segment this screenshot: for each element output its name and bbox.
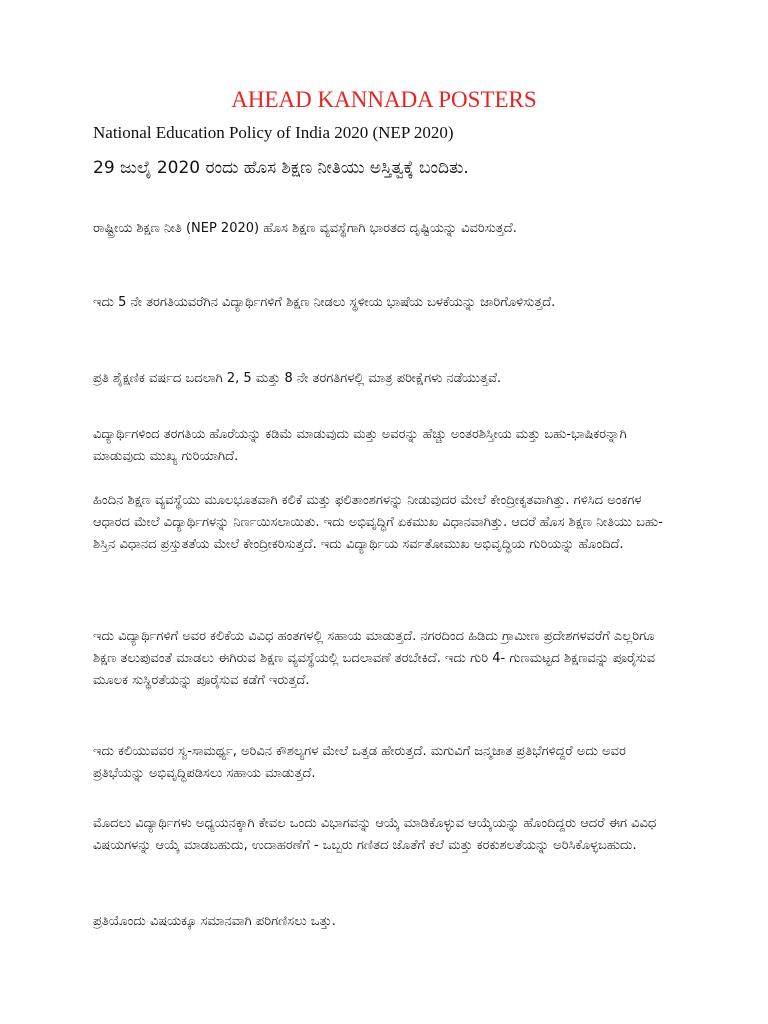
paragraph-1: ರಾಷ್ಟ್ರೀಯ ಶಿಕ್ಷಣ ನೀತಿ (NEP 2020) ಹೊಸ ಶಿಕ್ಷಣ ವ್ಯವಸ್ಥೆಗಾಗಿ ಭಾರತದ ದೃಷ್ಟಿಯನ್ನು ವಿವರಿಸುತ್ತದೆ.: [93, 221, 517, 236]
paragraph-6: ಇದು ವಿದ್ಯಾರ್ಥಿಗಳಿಗೆ ಅವರ ಕಲಿಕೆಯ ವಿವಿಧ ಹಂತಗಳಲ್ಲಿ ಸಹಾಯ ಮಾಡುತ್ತದೆ. ನಗರದಿಂದ ಹಿಡಿದು ಗ್ರಾಮೀಣ ಪ್ರದೇಶಗಳವರೆಗೆ ಎಲ್ಲರಿಗೂ ಶಿಕ್ಷಣ ತಲುಪುವಂತೆ ಮಾಡಲು ಈಗಿರುವ ಶಿಕ್ಷಣ ವ್ಯವಸ್ಥೆಯಲ್ಲಿ ಬದಲಾವಣೆ ತರಬೇಕಿದೆ. ಇದು ಗುರಿ 4- ಗುಣಮಟ್ಟದ ಶಿಕ್ಷಣವನ್ನು ಪೂರೈಸುವ ಮೂಲಕ ಸುಸ್ಥಿರತೆಯನ್ನು ಪೂರೈಸುವ ಕಡೆಗೆ ಇರುತ್ತದೆ.: [93, 629, 656, 688]
paragraph-8: ಮೊದಲು ವಿದ್ಯಾರ್ಥಿಗಳು ಅಧ್ಯಯನಕ್ಕಾಗಿ ಕೇವಲ ಒಂದು ವಿಭಾಗವನ್ನು ಆಯ್ಕೆ ಮಾಡಿಕೊಳ್ಳುವ ಆಯ್ಕೆಯನ್ನು ಹೊಂದಿದ್ದರು ಆದರೆ ಈಗ ವಿವಿಧ ವಿಷಯಗಳನ್ನು ಆಯ್ಕೆ ಮಾಡಬಹುದು, ಉದಾಹರಣೆಗೆ - ಒಬ್ಬರು ಗಣಿತದ ಜೊತೆಗೆ ಕಲೆ ಮತ್ತು ಕರಕುಶಲತೆಯನ್ನು ಅರಿಸಿಕೊಳ್ಳಬಹುದು.: [93, 816, 657, 853]
document-headline: 29 ಜುಲೈ 2020 ರಂದು ಹೊಸ ಶಿಕ್ಷಣ ನೀತಿಯು ಅಸ್ತಿತ್ವಕ್ಕೆ ಬಂದಿತು.: [93, 158, 469, 178]
document-subtitle: National Education Policy of India 2020 (NEP 2020): [93, 123, 454, 142]
paragraph-5: ಹಿಂದಿನ ಶಿಕ್ಷಣ ವ್ಯವಸ್ಥೆಯು ಮೂಲಭೂತವಾಗಿ ಕಲಿಕೆ ಮತ್ತು ಫಲಿತಾಂಶಗಳನ್ನು ನೀಡುವುದರ ಮೇಲೆ ಕೇಂದ್ರೀಕೃತವಾಗಿತ್ತು. ಗಳಿಸಿದ ಅಂಕಗಳ ಆಧಾರದ ಮೇಲೆ ವಿದ್ಯಾರ್ಥಿಗಳನ್ನು ನಿರ್ಣಯಿಸಲಾಯಿತು. ಇದು ಅಭಿವೃದ್ಧಿಗೆ ಏಕಮುಖ ವಿಧಾನವಾಗಿತ್ತು. ಆದರೆ ಹೊಸ ಶಿಕ್ಷಣ ನೀತಿಯು ಬಹು-ಶಿಸ್ತಿನ ವಿಧಾನದ ಪ್ರಸ್ತುತತೆಯ ಮೇಲೆ ಕೇಂದ್ರೀಕರಿಸುತ್ತದೆ. ಇದು ವಿದ್ಯಾರ್ಥಿಯ ಸರ್ವತೋಮುಖ ಅಭಿವೃದ್ಧಿಯ ಗುರಿಯನ್ನು ಹೊಂದಿದೆ.: [93, 493, 663, 552]
paragraph-7: ಇದು ಕಲಿಯುವವರ ಸ್ವ-ಸಾಮರ್ಥ್ಯ, ಅರಿವಿನ ಕೌಶಲ್ಯಗಳ ಮೇಲೆ ಒತ್ತಡ ಹೇರುತ್ತದೆ. ಮಗುವಿಗೆ ಜನ್ಮಜಾತ ಪ್ರತಿಭೆಗಳಿದ್ದರೆ ಅದು ಅವರ ಪ್ರತಿಭೆಯನ್ನು ಅಭಿವೃದ್ಧಿಪಡಿಸಲು ಸಹಾಯ ಮಾಡುತ್ತದೆ.: [93, 744, 626, 781]
document-title: AHEAD KANNADA POSTERS: [231, 87, 537, 112]
paragraph-2: ಇದು 5 ನೇ ತರಗತಿಯವರೆಗಿನ ವಿದ್ಯಾರ್ಥಿಗಳಿಗೆ ಶಿಕ್ಷಣ ನೀಡಲು ಸ್ಥಳೀಯ ಭಾಷೆಯ ಬಳಕೆಯನ್ನು ಜಾರಿಗೊಳಿಸುತ್ತದೆ.: [93, 295, 556, 310]
paragraph-3: ಪ್ರತಿ ಶೈಕ್ಷಣಿಕ ವರ್ಷದ ಬದಲಾಗಿ 2, 5 ಮತ್ತು 8 ನೇ ತರಗತಿಗಳಲ್ಲಿ ಮಾತ್ರ ಪರೀಕ್ಷೆಗಳು ನಡೆಯುತ್ತವೆ.: [93, 371, 502, 386]
paragraph-4: ವಿದ್ಯಾರ್ಥಿಗಳಿಂದ ತರಗತಿಯ ಹೊರೆಯನ್ನು ಕಡಿಮೆ ಮಾಡುವುದು ಮತ್ತು ಅವರನ್ನು ಹೆಚ್ಚು ಅಂತರಶಿಸ್ತೀಯ ಮತ್ತು ಬಹು-ಭಾಷಿಕರನ್ನಾಗಿ ಮಾಡುವುದು ಮುಖ್ಯ ಗುರಿಯಾಗಿದೆ.: [93, 427, 627, 464]
paragraph-9: ಪ್ರತಿಯೊಂದು ವಿಷಯಕ್ಕೂ ಸಮಾನವಾಗಿ ಪರಿಗಣಿಸಲು ಒತ್ತು.: [93, 914, 336, 929]
